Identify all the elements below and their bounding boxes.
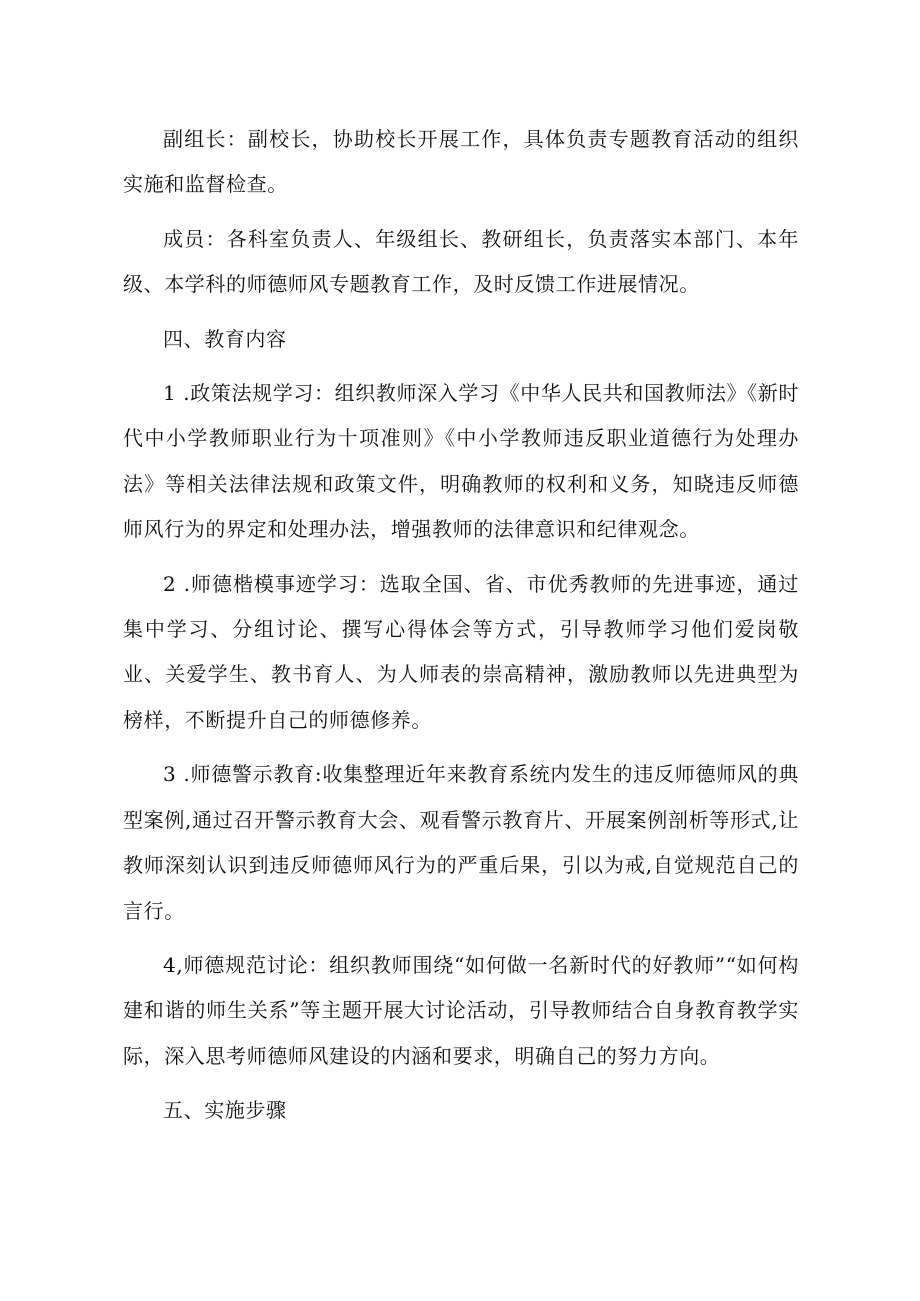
section-heading-implementation-steps: 五、实施步骤 <box>163 1098 287 1123</box>
paragraph-deputy-leader: 副组长：副校长，协助校长开展工作，具体负责专题教育活动的组织实施和监督检查。 <box>123 127 799 197</box>
document-body <box>123 117 799 1134</box>
paragraph-norms-discussion: 4,师德规范讨论：组织教师围绕“如何做一名新时代的好教师”“如何构建和谐的师生关系”等主题开展大讨论活动，引导教师结合自身教育教学实际，深入思考师德师风建设的内涵和要求，明确自己的努力方向。 <box>123 952 799 1068</box>
paragraph-members: 成员：各科室负责人、年级组长、教研组长，负责落实本部门、本年级、本学科的师德师风专题教育工作，及时反馈工作进展情况。 <box>123 226 799 297</box>
paragraph-policy-study: 1 .政策法规学习：组织教师深入学习《中华人民共和国教师法》《新时代中小学教师职业行为十项准则》《中小学教师违反职业道德行为处理办法》等相关法律法规和政策文件，明确教师的权利和义务，知晓违反师德师风行为的界定和处理办法，增强教师的法律意识和纪律观念。 <box>123 381 799 542</box>
paragraph-warning-education: 3 .师德警示教育:收集整理近年来教育系统内发生的违反师德师风的典型案例,通过召开警示教育大会、观看警示教育片、开展案例剖析等形式,让教师深刻认识到违反师德师风行为的严重后果，引以为戒,自觉规范自己的言行。 <box>123 762 799 923</box>
section-heading-education-content: 四、教育内容 <box>163 326 287 351</box>
paragraph-role-model-study: 2 .师德楷模事迹学习：选取全国、省、市优秀教师的先进事迹，通过集中学习、分组讨论、撰写心得体会等方式，引导教师学习他们爱岗敬业、关爱学生、教书育人、为人师表的崇高精神，激励教师以先进典型为榜样，不断提升自己的师德修养。 <box>123 571 799 732</box>
